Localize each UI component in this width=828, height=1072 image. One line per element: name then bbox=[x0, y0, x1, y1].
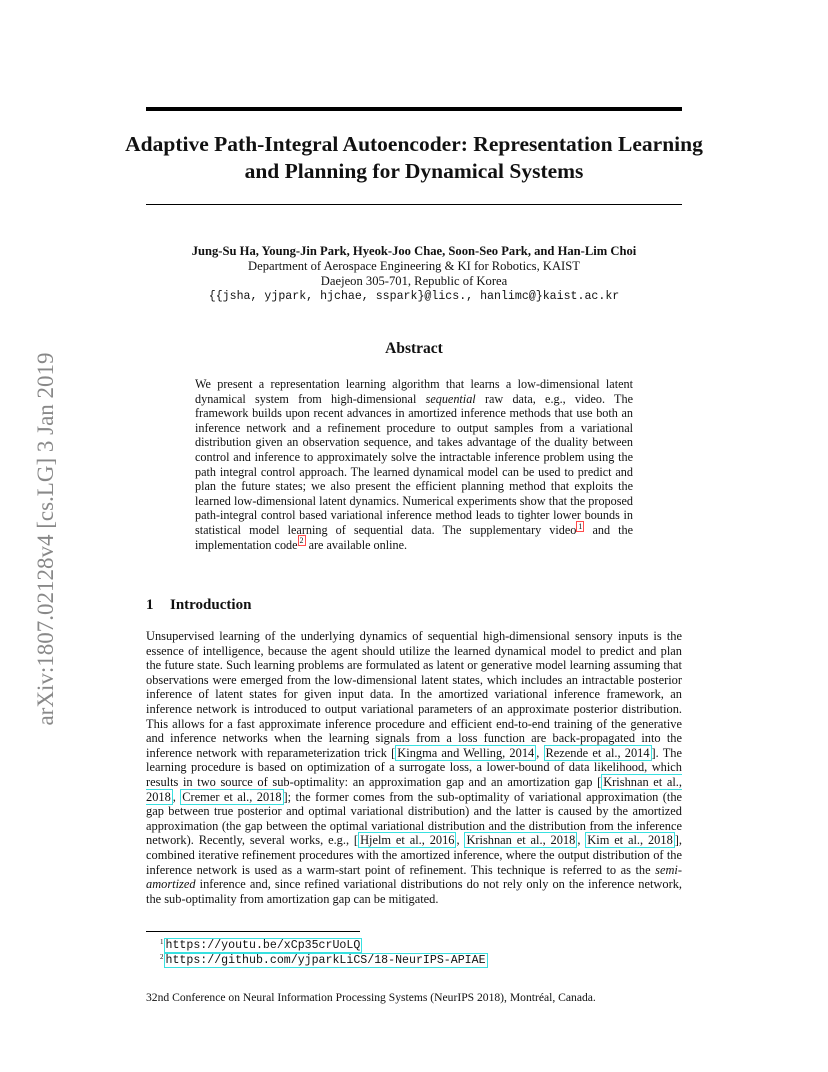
citation-separator: , bbox=[577, 833, 586, 848]
citation-separator: , bbox=[456, 833, 465, 848]
body-emphasis: semi-amortized bbox=[146, 862, 682, 892]
citation-link[interactable]: Kim et al., 2018 bbox=[587, 833, 673, 848]
body-text: ]; the former comes from the sub-optimality of variational approximation (the gap between true posterior and optimal variational distribution) and the latter is caused by the amortized approximation (the gap between the optimal variational distribution and the distribution from the inference network). Recently, several works, e.g., [ bbox=[146, 789, 683, 848]
citation-link[interactable]: Cremer et al., 2018 bbox=[182, 789, 282, 804]
author-block bbox=[120, 244, 708, 304]
arxiv-stamp-text: arXiv:1807.02128v4 [cs.LG] 3 Jan 2019 bbox=[33, 352, 58, 726]
footnote-ref-2[interactable]: 2 bbox=[299, 536, 304, 546]
author-names: Jung-Su Ha, Young-Jin Park, Hyeok-Joo Chae, Soon-Seo Park, and Han-Lim Choi bbox=[191, 244, 637, 258]
body-text: ], combined iterative refinement procedures with the amortized inference, where the output distribution of the inference network is used as a warm-start point of refinement. This technique is referred to as the bbox=[146, 833, 683, 877]
footnote-ref-1[interactable]: 1 bbox=[578, 521, 583, 531]
title-rule-bottom bbox=[146, 204, 682, 205]
abstract-part: and the implementation code bbox=[195, 522, 633, 552]
footnote-url-link[interactable]: https://github.com/yjparkLiCS/18-NeurIPS-APIAE bbox=[165, 954, 486, 968]
intro-paragraph bbox=[146, 629, 682, 906]
footnote-url-link[interactable]: https://youtu.be/xCp35crUoLQ bbox=[165, 939, 361, 953]
abstract-emphasis: sequential bbox=[425, 391, 476, 406]
abstract-part: raw data, e.g., video. The framework builds upon recent advances in amortized inference methods that use both an inference network and a refinement procedure to output samples from a variational distribution given an observation sequence, and takes advantage of the duality between control and inference to approximately solve the intractable inference problem using the path integral control approach. The learned dynamical model can be used to predict and plan the future states; we also present the efficient planning method that exploits the learned low-dimensional latent dynamics. Numerical experiments show that the proposed path-integral control based variational inference method leads to tighter lower bounds in statistical model learning of sequential data. The supplementary video bbox=[195, 391, 634, 537]
section-number: 1 bbox=[146, 597, 154, 613]
conference-note: 32nd Conference on Neural Information Processing Systems (NeurIPS 2018), Montréal, Canada. bbox=[146, 991, 596, 1004]
body-text: ]. The learning procedure is based on optimization of a surrogate loss, a lower-bound of data likelihood, which results in two source of sub-optimality: an approximation gap and an amortization gap [ bbox=[146, 745, 682, 789]
footnote-1 bbox=[160, 936, 362, 952]
address: Daejeon 305-701, Republic of Korea bbox=[320, 274, 508, 288]
body-text: inference and, since refined variational distributions do not rely only on the inference network, the sub-optimality from amortization gap can be mitigated. bbox=[146, 877, 682, 906]
title-rule-top bbox=[146, 107, 682, 111]
body-text: Unsupervised learning of the underlying dynamics of sequential high-dimensional sensory inputs is the essence of intelligence, because the agent should utilize the learned dynamical model to predict and plan the future state. Such learning problems are formulated as latent or generative model learning assuming that observations were emerged from the low-dimensional latent states, which includes an intractable posterior inference of latent states for given input data. In the amortized variational inference framework, an inference network is introduced to output variational parameters of an approximate posterior distribution. This allows for a fast approximate inference procedure and efficient end-to-end training of the generative and inference networks when the learning signals from a loss function are back-propagated into the inference network with reparameterization trick [ bbox=[146, 629, 682, 760]
abstract-part: are available online. bbox=[308, 537, 408, 552]
emails: {{jsha, yjpark, hjchae, sspark}@lics., hanlimc@}kaist.ac.kr bbox=[208, 290, 620, 303]
footnote-rule bbox=[146, 931, 360, 932]
citation-separator: , bbox=[172, 789, 181, 804]
abstract-text bbox=[195, 377, 633, 552]
affiliation: Department of Aerospace Engineering & KI for Robotics, KAIST bbox=[248, 259, 580, 273]
abstract-part: We present a representation learning algorithm that learns a low-dimensional latent dynamical system from high-dimensional bbox=[195, 377, 633, 406]
section-title: Introduction bbox=[170, 597, 252, 613]
footnote-2 bbox=[160, 951, 488, 967]
paper-title: Adaptive Path-Integral Autoencoder: Representation Learning and Planning for Dynamical Systems bbox=[125, 132, 703, 183]
section-heading bbox=[146, 597, 251, 614]
citation-separator: , bbox=[536, 745, 544, 760]
citation-link[interactable]: Hjelm et al., 2016 bbox=[360, 833, 455, 848]
abstract-heading: Abstract bbox=[385, 340, 443, 357]
footnote-mark: 1 bbox=[160, 938, 164, 946]
citation-link[interactable]: Krishnan et al., 2018 bbox=[146, 774, 683, 804]
footnote-mark: 2 bbox=[160, 953, 164, 961]
citation-link[interactable]: Krishnan et al., 2018 bbox=[466, 833, 576, 848]
citation-link[interactable]: Kingma and Welling, 2014 bbox=[397, 745, 535, 760]
citation-link[interactable]: Rezende et al., 2014 bbox=[545, 745, 650, 760]
